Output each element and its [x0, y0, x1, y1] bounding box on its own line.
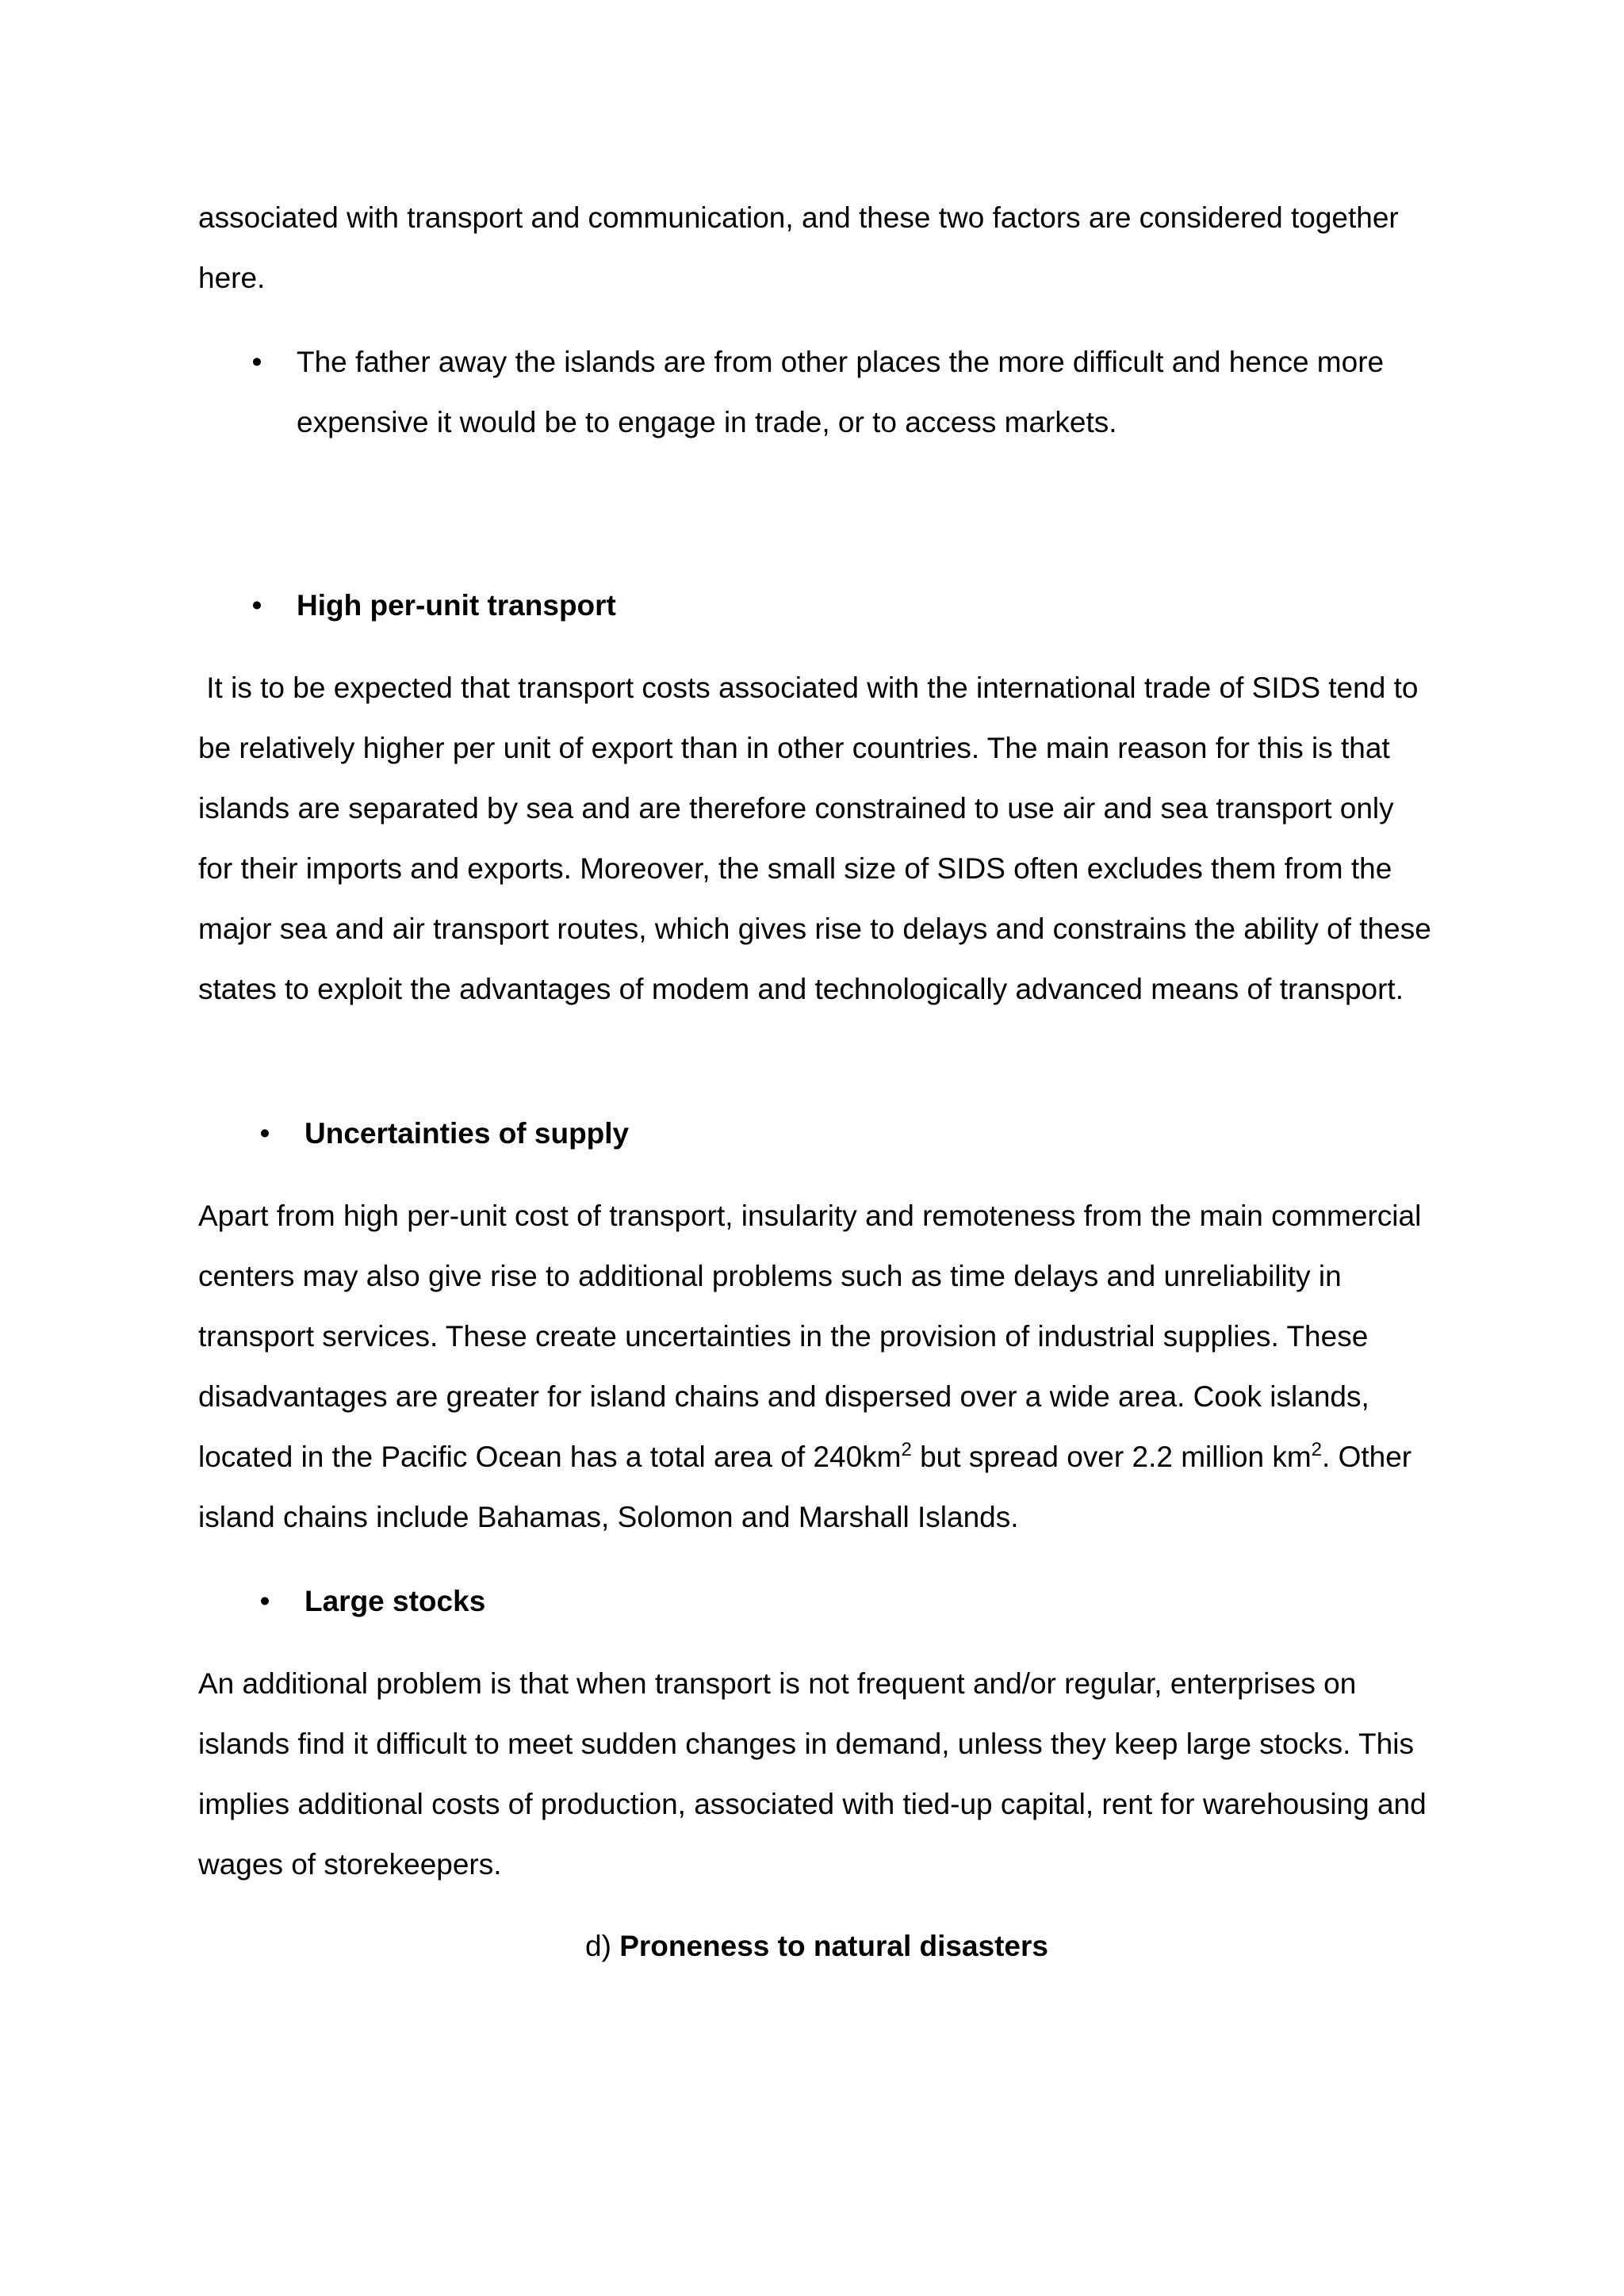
heading-text: Uncertainties of supply	[304, 1117, 630, 1150]
heading-large-stocks	[198, 1571, 1435, 1632]
bullet-remoteness-text: The father away the islands are from other places the more difficult and hence more expensive it would be to engage in trade, or to access markets.	[297, 346, 1385, 438]
bullet-dot: •	[251, 589, 262, 622]
transport-paragraph	[198, 658, 1435, 1020]
heading-text: Large stocks	[304, 1585, 486, 1617]
supply-paragraph	[198, 1186, 1435, 1548]
heading-text: High per-unit transport	[297, 589, 616, 622]
bullet-dot: •	[259, 1585, 270, 1617]
intro-paragraph: associated with transport and communication, and these two factors are considered together here.	[198, 201, 1399, 294]
superscript-2: 2	[1311, 1439, 1323, 1460]
supply-text-part3: . Other island chains include Bahamas, Solomon and Marshall Islands.	[198, 1441, 1412, 1533]
section-title: Proneness to natural disasters	[619, 1930, 1048, 1962]
bullet-dot: •	[251, 346, 262, 378]
section-heading-natural-disasters	[198, 1916, 1435, 1976]
heading-high-per-unit-transport	[198, 576, 1435, 636]
transport-paragraph-text: It is to be expected that transport costs associated with the international trade of SIDS tend to be relatively higher per unit of export than in other countries. The main reason for this is that islands are separated by sea and are therefore constrained to use air and sea transport only for their imports and exports. Moreover, the small size of SIDS often excludes them from the major sea and air transport routes, which gives rise to delays and constrains the ability of these states to exploit the advantages of modem and technologically advanced means of transport.	[198, 672, 1431, 1005]
bullet-remoteness	[198, 332, 1435, 459]
section-prefix: d)	[585, 1930, 611, 1962]
heading-uncertainties-of-supply	[198, 1104, 1435, 1164]
stocks-paragraph: An additional problem is that when transport is not frequent and/or regular, enterprises on islands find it difficult to meet sudden changes in demand, unless they keep large stocks. This implies additional costs of production, associated with tied-up capital, rent for warehousing and wages of storekeepers.	[198, 1667, 1427, 1881]
supply-text-part2: but spread over 2.2 million km	[911, 1441, 1312, 1473]
bullet-dot: •	[259, 1117, 270, 1150]
supply-text-part1: Apart from high per-unit cost of transport, insularity and remoteness from the main commercial centers may also give rise to additional problems such as time delays and unreliability in transport services. These create uncertainties in the provision of industrial supplies. These disadvantages are greater for island chains and dispersed over a wide area. Cook islands, located in the Pacific Ocean has a total area of 240km	[198, 1200, 1422, 1473]
superscript-2: 2	[901, 1439, 912, 1460]
